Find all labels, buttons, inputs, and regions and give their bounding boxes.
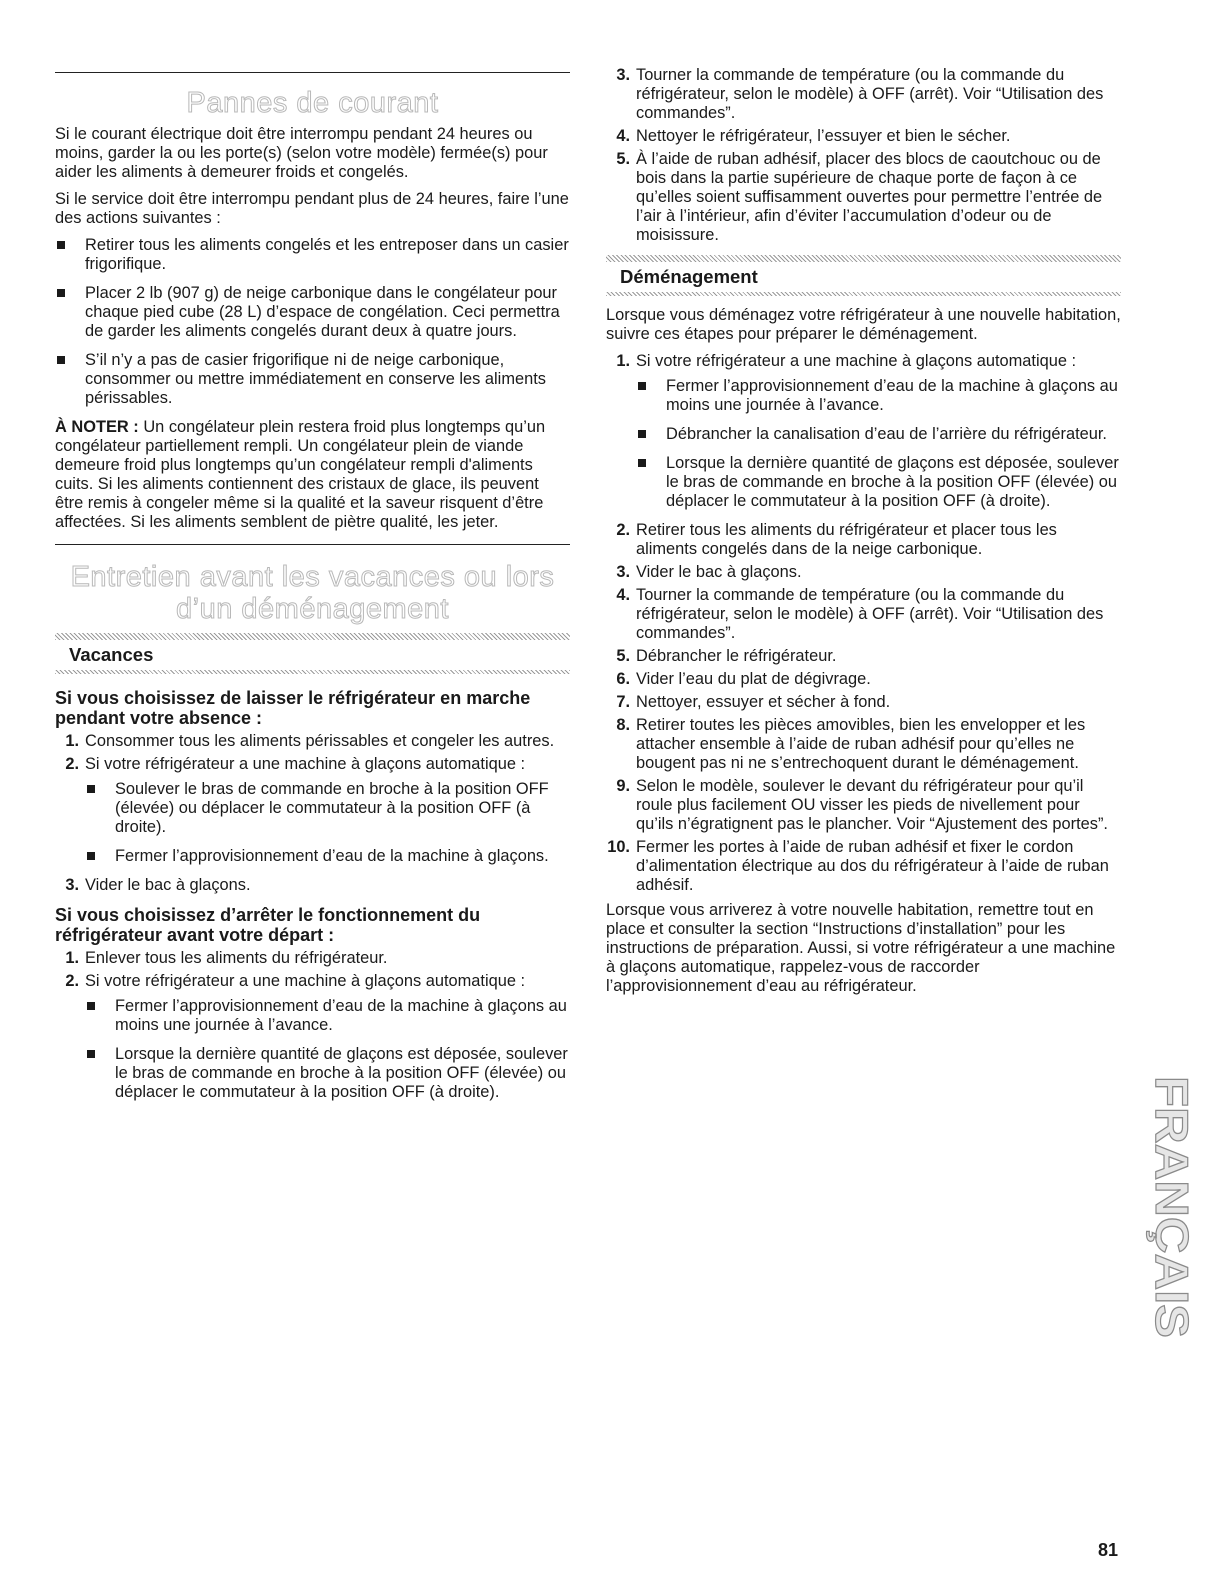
list-item: 2. Si votre réfrigérateur a une machine à glaçons automatique : Fermer l’approvisionnement d’eau de la machine à glaçons au moins une journée à l’avance. Lorsque la dernière quantité de glaçons est déposée, soulever le bras de commande en broche à la position OFF (élevée) ou déplacer le commutateur à la position OFF (à droite). <box>55 972 570 1102</box>
language-side-tab <box>1146 1075 1198 1340</box>
bullet-icon <box>87 785 95 793</box>
moving-title: Déménagement <box>620 266 758 287</box>
maintenance-title-line: d’un déménagement <box>176 593 449 625</box>
list-item: 7. Nettoyer, essuyer et sécher à fond. <box>616 693 891 711</box>
list-item: 4. Nettoyer le réfrigérateur, l’essuyer et bien le sécher. <box>616 127 1011 145</box>
turn-off-steps <box>55 949 570 1102</box>
note-label: À NOTER : <box>55 418 139 436</box>
page-number: 81 <box>1098 1540 1119 1560</box>
list-item: 2. Retirer tous les aliments du réfrigérateur et placer tous les aliments congelés dans de la neige carbonique. <box>616 521 1057 558</box>
list-item: 4. Tourner la commande de température (ou la commande du réfrigérateur, selon le modèle) à OFF (arrêt). Voir “Utilisation des commandes”. <box>616 586 1104 642</box>
list-item: 5. À l’aide de ruban adhésif, placer des blocs de caoutchouc ou de bois dans la partie supérieure de chaque porte de façon à ce qu’elles soient suffisamment ouvertes pour permettre l’entrée de l’air à l’intérieur, afin d’éviter l’accumulation d’odeur ou de moisissure. <box>616 150 1103 244</box>
list-item: 5. Débrancher le réfrigérateur. <box>616 647 837 665</box>
turn-off-steps-continued <box>606 66 1121 245</box>
moving-outro: Lorsque vous arriverez à votre nouvelle habitation, remettre tout en place et consulter la section “Instructions d’installation” pour les instructions de préparation. Aussi, si votre réfrigérateur a une machine à glaçons automatique, rappelez-vous de raccorder l’approvisionnement d’eau au réfrigérateur. <box>606 901 1116 995</box>
list-item: 9. Selon le modèle, soulever le devant du réfrigérateur pour qu’il roule plus facilement OU visser les pieds de nivellement pour qu’ils n’égratignent pas le plancher. Voir “Ajustement des portes”. <box>616 777 1108 833</box>
note-paragraph <box>55 418 570 532</box>
turn-off-heading: Si vous choisissez d’arrêter le fonctionnement du réfrigérateur avant votre départ : <box>55 905 481 945</box>
list-item: Retirer tous les aliments congelés et les entreposer dans un casier frigorifique. <box>55 236 570 274</box>
section-rule <box>55 72 570 73</box>
list-item: 1. Consommer tous les aliments périssables et congeler les autres. <box>65 732 555 750</box>
power-failure-bullets <box>55 236 570 408</box>
power-failure-paragraph: Si le courant électrique doit être interrompu pendant 24 heures ou moins, garder la ou les porte(s) (selon votre modèle) fermée(s) pour aider les aliments à demeurer froids et congelés. <box>55 125 548 181</box>
right-column <box>606 66 1121 1004</box>
bullet-icon <box>638 382 646 390</box>
list-item: 2. Si votre réfrigérateur a une machine à glaçons automatique : Soulever le bras de commande en broche à la position OFF (élevée) ou déplacer le commutateur à la position OFF (à droite). Fermer l’approvisionnement d’eau de la machine à glaçons. <box>55 755 570 866</box>
keep-running-heading: Si vous choisissez de laisser le réfrigérateur en marche pendant votre absence : <box>55 688 531 728</box>
left-column <box>55 60 570 1112</box>
bullet-icon <box>57 241 65 249</box>
bullet-icon <box>57 289 65 297</box>
list-item: 6. Vider l’eau du plat de dégivrage. <box>616 670 871 688</box>
list-item: 3. Vider le bac à glaçons. <box>616 563 802 581</box>
list-item: 10. Fermer les portes à l’aide de ruban adhésif et fixer le cordon d’alimentation électrique au dos du réfrigérateur à l’aide de ruban adhésif. <box>607 838 1109 894</box>
list-item: 1. Si votre réfrigérateur a une machine à glaçons automatique : Fermer l’approvisionnement d’eau de la machine à glaçons au moins une journée à l’avance. Débrancher la canalisation d’eau de l’arrière du réfrigérateur. Lorsque la dernière quantité de glaçons est déposée, soulever le bras de commande en broche à la position OFF (élevée) ou déplacer le commutateur à la position OFF (à droite). <box>606 352 1121 511</box>
list-item: S’il n’y a pas de casier frigorifique ni de neige carbonique, consommer ou mettre immédiatement en conserve les aliments périssables. <box>55 351 570 408</box>
list-item: 3. Vider le bac à glaçons. <box>65 876 251 894</box>
list-item: 3. Tourner la commande de température (ou la commande du réfrigérateur, selon le modèle) à OFF (arrêt). Voir “Utilisation des commandes”. <box>616 66 1104 122</box>
vacation-title: Vacances <box>69 644 154 665</box>
maintenance-title <box>55 561 570 625</box>
list-item: Débrancher la canalisation d’eau de l’arrière du réfrigérateur. <box>636 425 1121 444</box>
bullet-icon <box>638 430 646 438</box>
list-item: Lorsque la dernière quantité de glaçons est déposée, soulever le bras de commande en broche à la position OFF (élevée) ou déplacer le commutateur à la position OFF (à droite). <box>636 454 1121 511</box>
bullet-icon <box>87 1050 95 1058</box>
list-item: Fermer l’approvisionnement d’eau de la machine à glaçons. <box>85 847 570 866</box>
list-item: 8. Retirer toutes les pièces amovibles, bien les envelopper et les attacher ensemble à l’aide de ruban adhésif pour qu’elles ne bougent pas ni ne s’entrechoquent durant le déménagement. <box>616 716 1086 772</box>
hatch-divider <box>55 670 570 674</box>
list-item: Fermer l’approvisionnement d’eau de la machine à glaçons au moins une journée à l’avance. <box>85 997 570 1035</box>
moving-header <box>606 255 1121 296</box>
section-rule <box>55 544 570 545</box>
list-item: 1. Enlever tous les aliments du réfrigérateur. <box>65 949 388 967</box>
note-text: Un congélateur plein restera froid plus longtemps qu’un congélateur partiellement rempli. Un congélateur plein de viande demeure froid plus longtemps qu’un congélateur rempli d'aliments cuits. Si les aliments contiennent des cristaux de glace, ils peuvent être remis à congeler même si la qualité et la saveur risquent d’être affectées. Si les aliments semblent de piètre qualité, les jeter. <box>55 418 546 531</box>
sub-bullets <box>636 377 1121 511</box>
list-item: Soulever le bras de commande en broche à la position OFF (élevée) ou déplacer le commutateur à la position OFF (à droite). <box>85 780 570 837</box>
bullet-icon <box>638 459 646 467</box>
power-failure-title: Pannes de courant <box>186 87 439 119</box>
hatch-divider <box>606 255 1121 262</box>
sub-bullets <box>85 997 570 1102</box>
moving-intro: Lorsque vous déménagez votre réfrigérateur à une nouvelle habitation, suivre ces étapes pour préparer le déménagement. <box>606 306 1121 343</box>
hatch-divider <box>606 292 1121 296</box>
hatch-divider <box>55 633 570 640</box>
keep-running-steps <box>55 732 570 895</box>
moving-steps <box>606 352 1121 895</box>
list-item: Fermer l’approvisionnement d’eau de la machine à glaçons au moins une journée à l’avance. <box>636 377 1121 415</box>
maintenance-title-line: Entretien avant les vacances ou lors <box>70 561 555 593</box>
sub-bullets <box>85 780 570 866</box>
bullet-icon <box>87 1002 95 1010</box>
side-tab-label: FRANÇAIS <box>1146 1076 1198 1314</box>
bullet-icon <box>87 852 95 860</box>
list-item: Lorsque la dernière quantité de glaçons est déposée, soulever le bras de commande en broche à la position OFF (élevée) ou déplacer le commutateur à la position OFF (à droite). <box>85 1045 570 1102</box>
vacation-header <box>55 633 570 674</box>
power-failure-paragraph: Si le service doit être interrompu pendant plus de 24 heures, faire l’une des actions suivantes : <box>55 190 569 227</box>
bullet-icon <box>57 356 65 364</box>
list-item: Placer 2 lb (907 g) de neige carbonique dans le congélateur pour chaque pied cube (28 L) d’espace de congélation. Ceci permettra de garder les aliments congelés durant deux à quatre jours. <box>55 284 570 341</box>
